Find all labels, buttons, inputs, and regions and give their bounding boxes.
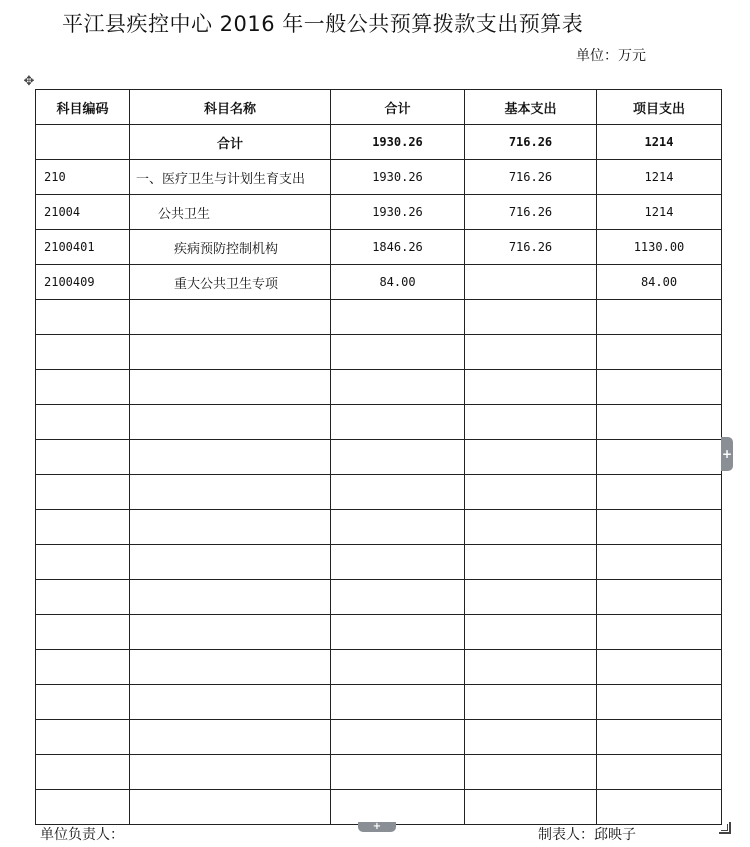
empty-table-cell[interactable] [465, 615, 597, 650]
table-row [36, 195, 722, 230]
row-basic[interactable]: 716.26 [465, 230, 597, 265]
empty-table-cell[interactable] [597, 790, 722, 825]
budget-table [35, 89, 722, 825]
empty-table-row [36, 510, 722, 545]
empty-table-cell[interactable] [36, 755, 130, 790]
total-basic[interactable]: 716.26 [465, 125, 597, 160]
row-basic[interactable]: 716.26 [465, 160, 597, 195]
empty-table-cell[interactable] [597, 440, 722, 475]
empty-table-cell[interactable] [331, 440, 465, 475]
empty-table-cell[interactable] [130, 405, 331, 440]
empty-table-cell[interactable] [465, 475, 597, 510]
empty-table-cell[interactable] [36, 405, 130, 440]
empty-table-cell[interactable] [465, 650, 597, 685]
unit-head-label: 单位负责人： [40, 827, 124, 843]
empty-table-cell[interactable] [465, 685, 597, 720]
empty-table-cell[interactable] [36, 300, 130, 335]
empty-table-cell[interactable] [465, 720, 597, 755]
row-sum[interactable]: 1930.26 [331, 160, 465, 195]
empty-table-cell[interactable] [597, 650, 722, 685]
empty-table-cell[interactable] [465, 335, 597, 370]
empty-table-cell[interactable] [331, 545, 465, 580]
resize-handle-icon[interactable] [719, 822, 731, 834]
empty-table-row [36, 300, 722, 335]
empty-table-cell[interactable] [36, 510, 130, 545]
empty-table-row [36, 650, 722, 685]
row-sum[interactable]: 1930.26 [331, 195, 465, 230]
empty-table-cell[interactable] [597, 475, 722, 510]
total-row [36, 125, 722, 160]
empty-table-cell[interactable] [36, 545, 130, 580]
row-project[interactable]: 84.00 [597, 265, 722, 300]
row-sum[interactable]: 84.00 [331, 265, 465, 300]
empty-table-cell[interactable] [130, 685, 331, 720]
empty-table-cell[interactable] [36, 335, 130, 370]
empty-table-cell[interactable] [331, 650, 465, 685]
empty-table-cell[interactable] [36, 650, 130, 685]
total-sum[interactable]: 1930.26 [331, 125, 465, 160]
table-header-row [36, 90, 722, 125]
empty-table-cell[interactable] [36, 615, 130, 650]
empty-table-cell[interactable] [465, 300, 597, 335]
table-row [36, 265, 722, 300]
empty-table-row [36, 475, 722, 510]
empty-table-cell[interactable] [130, 615, 331, 650]
empty-table-cell[interactable] [465, 755, 597, 790]
table-row [36, 230, 722, 265]
empty-table-cell[interactable] [331, 580, 465, 615]
row-name[interactable]: 一、医疗卫生与计划生育支出 [130, 160, 331, 195]
row-code[interactable]: 21004 [36, 195, 130, 230]
empty-table-cell[interactable] [465, 405, 597, 440]
header-name: 科目名称 [130, 90, 331, 125]
empty-table-row [36, 370, 722, 405]
empty-table-cell[interactable] [465, 440, 597, 475]
header-code: 科目编码 [36, 90, 130, 125]
table-cell[interactable] [36, 125, 130, 160]
empty-table-cell[interactable] [465, 580, 597, 615]
empty-table-cell[interactable] [130, 755, 331, 790]
empty-table-row [36, 685, 722, 720]
empty-table-cell[interactable] [130, 475, 331, 510]
add-row-plus-icon[interactable]: + [358, 822, 396, 832]
row-project[interactable]: 1214 [597, 160, 722, 195]
row-code[interactable]: 210 [36, 160, 130, 195]
empty-table-cell[interactable] [36, 685, 130, 720]
empty-table-cell[interactable] [36, 790, 130, 825]
empty-table-cell[interactable] [331, 755, 465, 790]
header-basic: 基本支出 [465, 90, 597, 125]
empty-table-row [36, 440, 722, 475]
empty-table-cell[interactable] [465, 370, 597, 405]
empty-table-cell[interactable] [130, 300, 331, 335]
empty-table-cell[interactable] [130, 790, 331, 825]
empty-table-cell[interactable] [597, 685, 722, 720]
row-name[interactable]: 公共卫生 [130, 195, 331, 230]
row-project[interactable]: 1130.00 [597, 230, 722, 265]
empty-table-row [36, 335, 722, 370]
row-code[interactable]: 2100409 [36, 265, 130, 300]
empty-table-cell[interactable] [331, 720, 465, 755]
empty-table-row [36, 755, 722, 790]
empty-table-cell[interactable] [597, 755, 722, 790]
empty-table-cell[interactable] [597, 615, 722, 650]
empty-table-cell[interactable] [331, 370, 465, 405]
header-project: 项目支出 [597, 90, 722, 125]
empty-table-cell[interactable] [36, 580, 130, 615]
empty-table-cell[interactable] [331, 685, 465, 720]
empty-table-cell[interactable] [36, 370, 130, 405]
empty-table-cell[interactable] [597, 405, 722, 440]
empty-table-row [36, 615, 722, 650]
empty-table-cell[interactable] [36, 720, 130, 755]
empty-table-cell[interactable] [331, 510, 465, 545]
empty-table-cell[interactable] [465, 545, 597, 580]
row-basic[interactable] [465, 265, 597, 300]
empty-table-cell[interactable] [130, 650, 331, 685]
unit-label: 单位：万元 [576, 48, 646, 64]
empty-table-cell[interactable] [331, 475, 465, 510]
empty-table-cell[interactable] [597, 300, 722, 335]
empty-table-cell[interactable] [597, 335, 722, 370]
empty-table-cell[interactable] [130, 580, 331, 615]
empty-table-cell[interactable] [597, 510, 722, 545]
row-sum[interactable]: 1846.26 [331, 230, 465, 265]
empty-table-cell[interactable] [331, 300, 465, 335]
empty-table-cell[interactable] [130, 440, 331, 475]
empty-table-cell[interactable] [465, 510, 597, 545]
empty-table-cell[interactable] [130, 335, 331, 370]
empty-table-row [36, 580, 722, 615]
row-basic[interactable]: 716.26 [465, 195, 597, 230]
empty-table-cell[interactable] [130, 720, 331, 755]
empty-table-row [36, 720, 722, 755]
empty-table-cell[interactable] [130, 510, 331, 545]
empty-table-cell[interactable] [597, 545, 722, 580]
empty-table-cell[interactable] [465, 790, 597, 825]
move-handle-icon[interactable]: ✥ [23, 74, 35, 89]
empty-table-cell[interactable] [597, 720, 722, 755]
empty-table-cell[interactable] [36, 475, 130, 510]
empty-table-cell[interactable] [130, 545, 331, 580]
empty-table-row [36, 545, 722, 580]
empty-table-row [36, 405, 722, 440]
empty-table-cell[interactable] [597, 580, 722, 615]
row-name[interactable]: 重大公共卫生专项 [130, 265, 331, 300]
document-title: 平江县疾控中心 2016 年一般公共预算拨款支出预算表 [62, 12, 584, 36]
header-sum: 合计 [331, 90, 465, 125]
row-project[interactable]: 1214 [597, 195, 722, 230]
total-project[interactable]: 1214 [597, 125, 722, 160]
row-name[interactable]: 疾病预防控制机构 [130, 230, 331, 265]
empty-table-cell[interactable] [331, 335, 465, 370]
empty-table-cell[interactable] [331, 405, 465, 440]
table-row [36, 160, 722, 195]
empty-table-cell[interactable] [36, 440, 130, 475]
empty-table-cell[interactable] [130, 370, 331, 405]
preparer-label: 制表人：邱映子 [538, 827, 636, 843]
total-label[interactable]: 合计 [130, 125, 331, 160]
empty-table-cell[interactable] [331, 615, 465, 650]
add-column-plus-icon[interactable]: + [721, 437, 733, 471]
empty-table-row [36, 790, 722, 825]
row-code[interactable]: 2100401 [36, 230, 130, 265]
empty-table-cell[interactable] [331, 790, 465, 825]
empty-table-cell[interactable] [597, 370, 722, 405]
